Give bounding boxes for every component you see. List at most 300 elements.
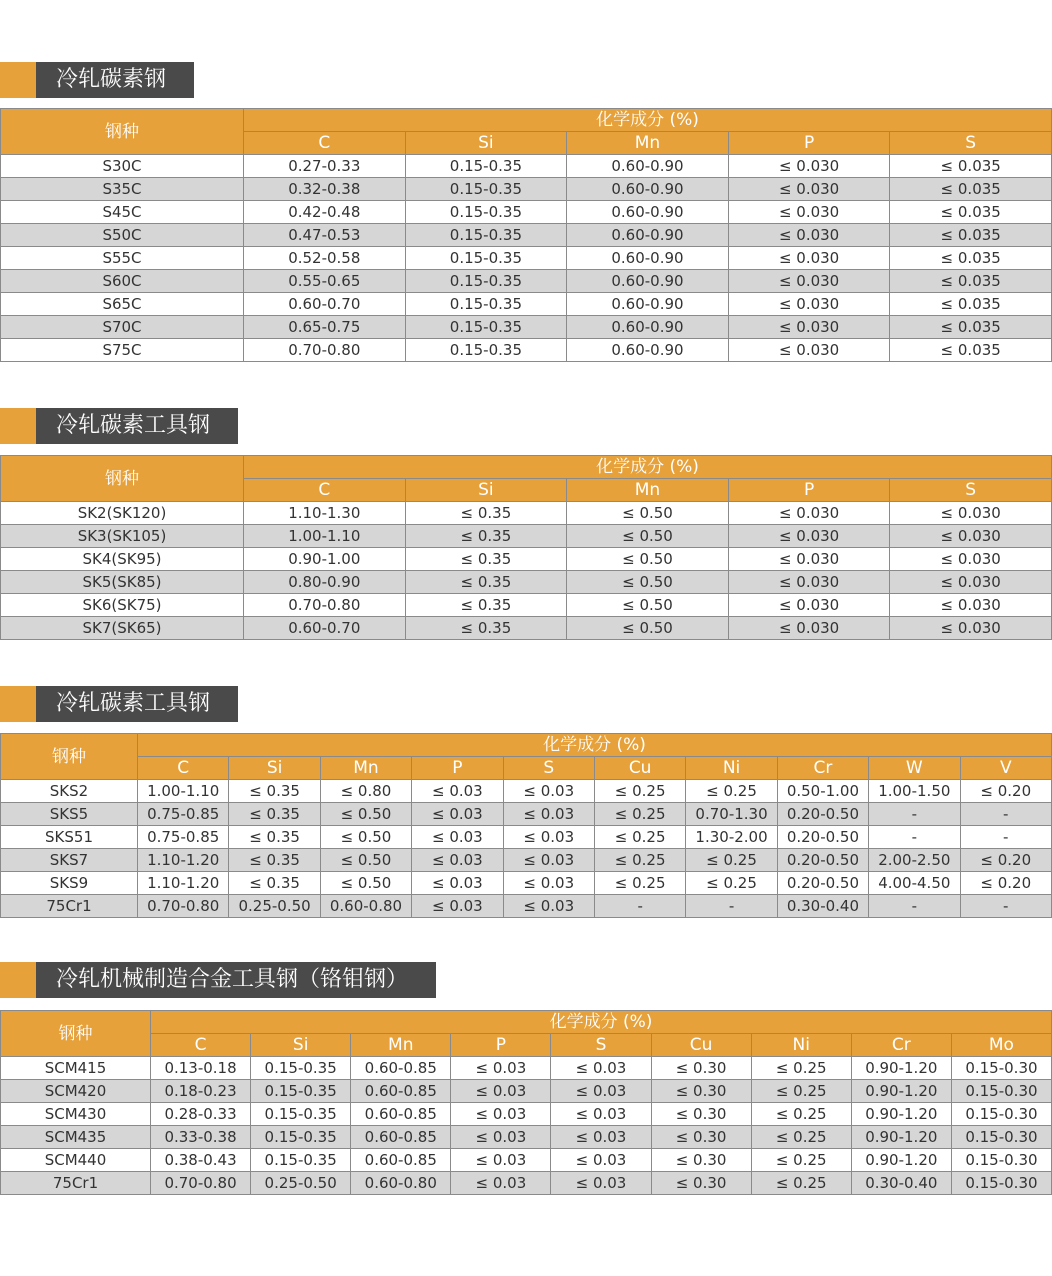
value-cell: ≤ 0.030 (728, 224, 890, 247)
value-cell: ≤ 0.35 (405, 502, 567, 525)
column-header: Cu (594, 757, 685, 780)
grade-cell: SCM430 (1, 1103, 151, 1126)
value-cell: 0.60-0.90 (567, 224, 729, 247)
value-cell: 0.70-1.30 (686, 803, 777, 826)
table-row (1, 895, 1052, 918)
value-cell: 1.10-1.20 (138, 849, 229, 872)
grade-cell: SK7(SK65) (1, 617, 244, 640)
column-header: Ni (686, 757, 777, 780)
value-cell: 0.60-0.85 (351, 1057, 451, 1080)
value-cell: ≤ 0.030 (728, 270, 890, 293)
value-cell: 0.30-0.40 (777, 895, 868, 918)
value-cell: ≤ 0.35 (229, 780, 320, 803)
value-cell: ≤ 0.25 (594, 849, 685, 872)
table-row (1, 1149, 1052, 1172)
value-cell: ≤ 0.50 (567, 571, 729, 594)
value-cell: ≤ 0.25 (594, 826, 685, 849)
value-cell: ≤ 0.03 (551, 1172, 651, 1195)
table-row (1, 178, 1052, 201)
grade-cell: S65C (1, 293, 244, 316)
value-cell: 0.15-0.35 (405, 224, 567, 247)
grade-cell: SCM420 (1, 1080, 151, 1103)
table-row (1, 1103, 1052, 1126)
column-header: Mo (951, 1034, 1051, 1057)
value-cell: 0.15-0.30 (951, 1080, 1051, 1103)
table-row (1, 1172, 1052, 1195)
column-header: S (890, 132, 1052, 155)
value-cell: ≤ 0.25 (594, 872, 685, 895)
value-cell: ≤ 0.03 (551, 1103, 651, 1126)
value-cell: ≤ 0.25 (594, 780, 685, 803)
value-cell: 2.00-2.50 (869, 849, 960, 872)
grade-cell: S55C (1, 247, 244, 270)
composition-table (0, 733, 1052, 918)
value-cell: 0.60-0.85 (351, 1126, 451, 1149)
value-cell: ≤ 0.03 (412, 872, 503, 895)
table-row (1, 872, 1052, 895)
value-cell: - (960, 826, 1051, 849)
grade-cell: SK3(SK105) (1, 525, 244, 548)
value-cell: 0.33-0.38 (151, 1126, 251, 1149)
value-cell: ≤ 0.03 (551, 1057, 651, 1080)
composition-table (0, 108, 1052, 362)
value-cell: ≤ 0.25 (686, 849, 777, 872)
value-cell: ≤ 0.030 (890, 594, 1052, 617)
value-cell: 0.25-0.50 (251, 1172, 351, 1195)
value-cell: ≤ 0.35 (405, 548, 567, 571)
value-cell: ≤ 0.03 (451, 1126, 551, 1149)
value-cell: 0.15-0.35 (405, 316, 567, 339)
grade-cell: SK4(SK95) (1, 548, 244, 571)
value-cell: 0.15-0.30 (951, 1103, 1051, 1126)
value-cell: 0.90-1.20 (851, 1057, 951, 1080)
value-cell: ≤ 0.035 (890, 270, 1052, 293)
value-cell: ≤ 0.25 (686, 780, 777, 803)
value-cell: 0.70-0.80 (138, 895, 229, 918)
value-cell: ≤ 0.50 (567, 594, 729, 617)
section-title (0, 686, 1052, 722)
column-header: Si (405, 132, 567, 155)
value-cell: 1.00-1.10 (244, 525, 406, 548)
value-cell: ≤ 0.25 (594, 803, 685, 826)
value-cell: ≤ 0.030 (890, 571, 1052, 594)
value-cell: ≤ 0.03 (451, 1172, 551, 1195)
grade-cell: S45C (1, 201, 244, 224)
column-header: P (728, 132, 890, 155)
value-cell: 0.15-0.35 (405, 178, 567, 201)
value-cell: 0.60-0.90 (567, 316, 729, 339)
table-row (1, 247, 1052, 270)
section-title-label: 冷轧碳素工具钢 (36, 408, 238, 444)
value-cell: ≤ 0.30 (651, 1149, 751, 1172)
table-row (1, 339, 1052, 362)
value-cell: 0.80-0.90 (244, 571, 406, 594)
value-cell: 0.15-0.35 (251, 1126, 351, 1149)
column-header: Cr (851, 1034, 951, 1057)
column-header: Ni (751, 1034, 851, 1057)
grade-cell: SCM440 (1, 1149, 151, 1172)
value-cell: ≤ 0.030 (728, 201, 890, 224)
value-cell: ≤ 0.25 (751, 1103, 851, 1126)
value-cell: ≤ 0.20 (960, 872, 1051, 895)
value-cell: 0.90-1.20 (851, 1080, 951, 1103)
composition-table (0, 1010, 1052, 1195)
value-cell: 0.75-0.85 (138, 803, 229, 826)
value-cell: 0.50-1.00 (777, 780, 868, 803)
value-cell: ≤ 0.03 (451, 1057, 551, 1080)
title-accent-bar (0, 62, 36, 98)
grade-header: 钢种 (1, 734, 138, 780)
value-cell: 0.20-0.50 (777, 826, 868, 849)
value-cell: ≤ 0.25 (751, 1080, 851, 1103)
column-header: Mn (351, 1034, 451, 1057)
column-header: Cu (651, 1034, 751, 1057)
value-cell: 0.20-0.50 (777, 849, 868, 872)
value-cell: 0.32-0.38 (244, 178, 406, 201)
value-cell: - (686, 895, 777, 918)
value-cell: ≤ 0.30 (651, 1080, 751, 1103)
value-cell: ≤ 0.30 (651, 1103, 751, 1126)
column-header: V (960, 757, 1051, 780)
value-cell: 0.47-0.53 (244, 224, 406, 247)
column-header: P (728, 479, 890, 502)
value-cell: 0.13-0.18 (151, 1057, 251, 1080)
value-cell: ≤ 0.50 (320, 872, 411, 895)
table-row (1, 316, 1052, 339)
value-cell: ≤ 0.030 (728, 247, 890, 270)
grade-cell: SKS9 (1, 872, 138, 895)
column-header: Mn (567, 132, 729, 155)
value-cell: ≤ 0.030 (890, 525, 1052, 548)
value-cell: 0.15-0.30 (951, 1149, 1051, 1172)
value-cell: - (869, 826, 960, 849)
table-row (1, 201, 1052, 224)
value-cell: ≤ 0.35 (229, 872, 320, 895)
grade-cell: S70C (1, 316, 244, 339)
grade-cell: SCM435 (1, 1126, 151, 1149)
value-cell: ≤ 0.50 (567, 525, 729, 548)
value-cell: ≤ 0.35 (405, 525, 567, 548)
section-title (0, 62, 1052, 98)
value-cell: ≤ 0.030 (728, 316, 890, 339)
value-cell: ≤ 0.35 (229, 803, 320, 826)
table-row (1, 617, 1052, 640)
value-cell: ≤ 0.03 (412, 780, 503, 803)
grade-header: 钢种 (1, 1011, 151, 1057)
composition-group-header: 化学成分 (%) (244, 109, 1052, 132)
value-cell: 0.20-0.50 (777, 803, 868, 826)
value-cell: 0.70-0.80 (151, 1172, 251, 1195)
value-cell: 0.30-0.40 (851, 1172, 951, 1195)
value-cell: ≤ 0.03 (551, 1149, 651, 1172)
value-cell: ≤ 0.030 (728, 502, 890, 525)
grade-cell: S50C (1, 224, 244, 247)
value-cell: ≤ 0.030 (728, 178, 890, 201)
grade-cell: 75Cr1 (1, 1172, 151, 1195)
value-cell: ≤ 0.35 (229, 826, 320, 849)
value-cell: 1.10-1.20 (138, 872, 229, 895)
value-cell: ≤ 0.03 (451, 1080, 551, 1103)
value-cell: 0.28-0.33 (151, 1103, 251, 1126)
grade-cell: SKS51 (1, 826, 138, 849)
table-row (1, 571, 1052, 594)
value-cell: ≤ 0.03 (551, 1126, 651, 1149)
value-cell: 0.70-0.80 (244, 339, 406, 362)
value-cell: - (594, 895, 685, 918)
value-cell: 0.70-0.80 (244, 594, 406, 617)
value-cell: ≤ 0.030 (728, 548, 890, 571)
value-cell: 0.15-0.35 (405, 201, 567, 224)
value-cell: 0.60-0.90 (567, 155, 729, 178)
value-cell: 0.90-1.20 (851, 1103, 951, 1126)
value-cell: 0.15-0.35 (405, 155, 567, 178)
value-cell: ≤ 0.03 (503, 780, 594, 803)
value-cell: 1.00-1.50 (869, 780, 960, 803)
value-cell: 0.90-1.00 (244, 548, 406, 571)
value-cell: ≤ 0.03 (412, 803, 503, 826)
value-cell: ≤ 0.25 (751, 1126, 851, 1149)
value-cell: 0.60-0.90 (567, 247, 729, 270)
value-cell: ≤ 0.50 (567, 502, 729, 525)
value-cell: ≤ 0.03 (503, 872, 594, 895)
value-cell: ≤ 0.030 (890, 617, 1052, 640)
section-cold-rolled-carbon-tool-steel-sks (0, 686, 1052, 915)
composition-table (0, 455, 1052, 640)
value-cell: 0.75-0.85 (138, 826, 229, 849)
column-header: S (503, 757, 594, 780)
column-header: C (244, 132, 406, 155)
value-cell: 1.30-2.00 (686, 826, 777, 849)
section-title (0, 962, 1052, 998)
value-cell: ≤ 0.03 (503, 895, 594, 918)
value-cell: ≤ 0.030 (728, 293, 890, 316)
value-cell: ≤ 0.035 (890, 224, 1052, 247)
value-cell: 0.15-0.30 (951, 1172, 1051, 1195)
grade-header: 钢种 (1, 456, 244, 502)
value-cell: 0.55-0.65 (244, 270, 406, 293)
section-cold-rolled-carbon-tool-steel (0, 408, 1052, 637)
value-cell: 0.60-0.70 (244, 617, 406, 640)
composition-group-header: 化学成分 (%) (138, 734, 1052, 757)
value-cell: 0.15-0.30 (951, 1057, 1051, 1080)
value-cell: ≤ 0.03 (451, 1103, 551, 1126)
value-cell: 0.15-0.35 (251, 1103, 351, 1126)
value-cell: ≤ 0.30 (651, 1057, 751, 1080)
section-cold-rolled-carbon-steel (0, 62, 1052, 359)
value-cell: - (869, 803, 960, 826)
value-cell: ≤ 0.20 (960, 849, 1051, 872)
section-title-label: 冷轧机械制造合金工具钢（铬钼钢） (36, 962, 436, 998)
grade-cell: SK6(SK75) (1, 594, 244, 617)
table-row (1, 780, 1052, 803)
value-cell: ≤ 0.03 (503, 849, 594, 872)
value-cell: ≤ 0.03 (412, 895, 503, 918)
value-cell: 0.15-0.35 (405, 270, 567, 293)
value-cell: 0.60-0.80 (320, 895, 411, 918)
table-row (1, 826, 1052, 849)
value-cell: ≤ 0.25 (751, 1149, 851, 1172)
value-cell: 0.60-0.85 (351, 1080, 451, 1103)
value-cell: 0.15-0.35 (405, 293, 567, 316)
value-cell: ≤ 0.035 (890, 155, 1052, 178)
table-row (1, 502, 1052, 525)
section-title (0, 408, 1052, 444)
value-cell: ≤ 0.030 (728, 155, 890, 178)
column-header: S (890, 479, 1052, 502)
value-cell: ≤ 0.50 (320, 826, 411, 849)
value-cell: 0.90-1.20 (851, 1126, 951, 1149)
table-row (1, 224, 1052, 247)
composition-group-header: 化学成分 (%) (151, 1011, 1052, 1034)
value-cell: ≤ 0.03 (503, 826, 594, 849)
grade-header: 钢种 (1, 109, 244, 155)
value-cell: - (960, 803, 1051, 826)
value-cell: ≤ 0.035 (890, 293, 1052, 316)
column-header: P (451, 1034, 551, 1057)
value-cell: 0.52-0.58 (244, 247, 406, 270)
table-row (1, 594, 1052, 617)
grade-cell: SKS2 (1, 780, 138, 803)
value-cell: 0.60-0.90 (567, 339, 729, 362)
grade-cell: SCM415 (1, 1057, 151, 1080)
value-cell: ≤ 0.030 (890, 502, 1052, 525)
value-cell: ≤ 0.030 (890, 548, 1052, 571)
value-cell: 0.60-0.90 (567, 178, 729, 201)
section-title-label: 冷轧碳素工具钢 (36, 686, 238, 722)
value-cell: ≤ 0.035 (890, 247, 1052, 270)
table-row (1, 293, 1052, 316)
column-header: Mn (320, 757, 411, 780)
value-cell: ≤ 0.035 (890, 339, 1052, 362)
value-cell: 1.10-1.30 (244, 502, 406, 525)
value-cell: 0.60-0.90 (567, 293, 729, 316)
value-cell: ≤ 0.35 (229, 849, 320, 872)
value-cell: ≤ 0.03 (551, 1080, 651, 1103)
value-cell: ≤ 0.03 (412, 826, 503, 849)
value-cell: 4.00-4.50 (869, 872, 960, 895)
value-cell: 0.20-0.50 (777, 872, 868, 895)
value-cell: ≤ 0.03 (451, 1149, 551, 1172)
value-cell: ≤ 0.030 (728, 525, 890, 548)
value-cell: 0.27-0.33 (244, 155, 406, 178)
column-header: Si (229, 757, 320, 780)
value-cell: 1.00-1.10 (138, 780, 229, 803)
grade-cell: SKS5 (1, 803, 138, 826)
grade-cell: S35C (1, 178, 244, 201)
value-cell: 0.60-0.70 (244, 293, 406, 316)
value-cell: ≤ 0.030 (728, 339, 890, 362)
value-cell: 0.25-0.50 (229, 895, 320, 918)
grade-cell: 75Cr1 (1, 895, 138, 918)
column-header: C (151, 1034, 251, 1057)
value-cell: 0.60-0.80 (351, 1172, 451, 1195)
value-cell: ≤ 0.30 (651, 1172, 751, 1195)
value-cell: ≤ 0.035 (890, 178, 1052, 201)
column-header: Si (251, 1034, 351, 1057)
value-cell: ≤ 0.20 (960, 780, 1051, 803)
column-header: P (412, 757, 503, 780)
table-row (1, 548, 1052, 571)
column-header: C (138, 757, 229, 780)
section-title-label: 冷轧碳素钢 (36, 62, 194, 98)
column-header: S (551, 1034, 651, 1057)
value-cell: ≤ 0.35 (405, 594, 567, 617)
table-row (1, 1080, 1052, 1103)
value-cell: ≤ 0.30 (651, 1126, 751, 1149)
section-cold-rolled-alloy-tool-steel-crmo (0, 962, 1052, 1192)
value-cell: ≤ 0.03 (503, 803, 594, 826)
value-cell: ≤ 0.80 (320, 780, 411, 803)
value-cell: 0.15-0.30 (951, 1126, 1051, 1149)
value-cell: 0.15-0.35 (405, 247, 567, 270)
value-cell: 0.60-0.85 (351, 1149, 451, 1172)
grade-cell: SKS7 (1, 849, 138, 872)
value-cell: 0.18-0.23 (151, 1080, 251, 1103)
title-accent-bar (0, 686, 36, 722)
value-cell: 0.15-0.35 (251, 1057, 351, 1080)
column-header: Cr (777, 757, 868, 780)
grade-cell: S60C (1, 270, 244, 293)
value-cell: ≤ 0.030 (728, 594, 890, 617)
value-cell: 0.65-0.75 (244, 316, 406, 339)
value-cell: ≤ 0.25 (686, 872, 777, 895)
grade-cell: SK5(SK85) (1, 571, 244, 594)
value-cell: ≤ 0.35 (405, 617, 567, 640)
value-cell: 0.15-0.35 (405, 339, 567, 362)
table-row (1, 1057, 1052, 1080)
value-cell: ≤ 0.50 (320, 803, 411, 826)
title-accent-bar (0, 408, 36, 444)
table-row (1, 1126, 1052, 1149)
table-row (1, 270, 1052, 293)
column-header: C (244, 479, 406, 502)
value-cell: ≤ 0.35 (405, 571, 567, 594)
grade-cell: SK2(SK120) (1, 502, 244, 525)
value-cell: ≤ 0.030 (728, 571, 890, 594)
title-accent-bar (0, 962, 36, 998)
table-row (1, 155, 1052, 178)
value-cell: 0.15-0.35 (251, 1149, 351, 1172)
value-cell: ≤ 0.035 (890, 201, 1052, 224)
value-cell: ≤ 0.035 (890, 316, 1052, 339)
value-cell: ≤ 0.030 (728, 617, 890, 640)
value-cell: - (869, 895, 960, 918)
value-cell: - (960, 895, 1051, 918)
value-cell: 0.60-0.85 (351, 1103, 451, 1126)
value-cell: 0.60-0.90 (567, 201, 729, 224)
value-cell: ≤ 0.25 (751, 1057, 851, 1080)
grade-cell: S30C (1, 155, 244, 178)
table-row (1, 803, 1052, 826)
table-row (1, 849, 1052, 872)
value-cell: 0.42-0.48 (244, 201, 406, 224)
value-cell: 0.38-0.43 (151, 1149, 251, 1172)
value-cell: 0.60-0.90 (567, 270, 729, 293)
value-cell: ≤ 0.03 (412, 849, 503, 872)
value-cell: 0.15-0.35 (251, 1080, 351, 1103)
composition-group-header: 化学成分 (%) (244, 456, 1052, 479)
value-cell: ≤ 0.50 (567, 548, 729, 571)
grade-cell: S75C (1, 339, 244, 362)
column-header: Mn (567, 479, 729, 502)
value-cell: ≤ 0.25 (751, 1172, 851, 1195)
value-cell: ≤ 0.50 (567, 617, 729, 640)
value-cell: 0.90-1.20 (851, 1149, 951, 1172)
value-cell: ≤ 0.50 (320, 849, 411, 872)
column-header: W (869, 757, 960, 780)
table-row (1, 525, 1052, 548)
column-header: Si (405, 479, 567, 502)
